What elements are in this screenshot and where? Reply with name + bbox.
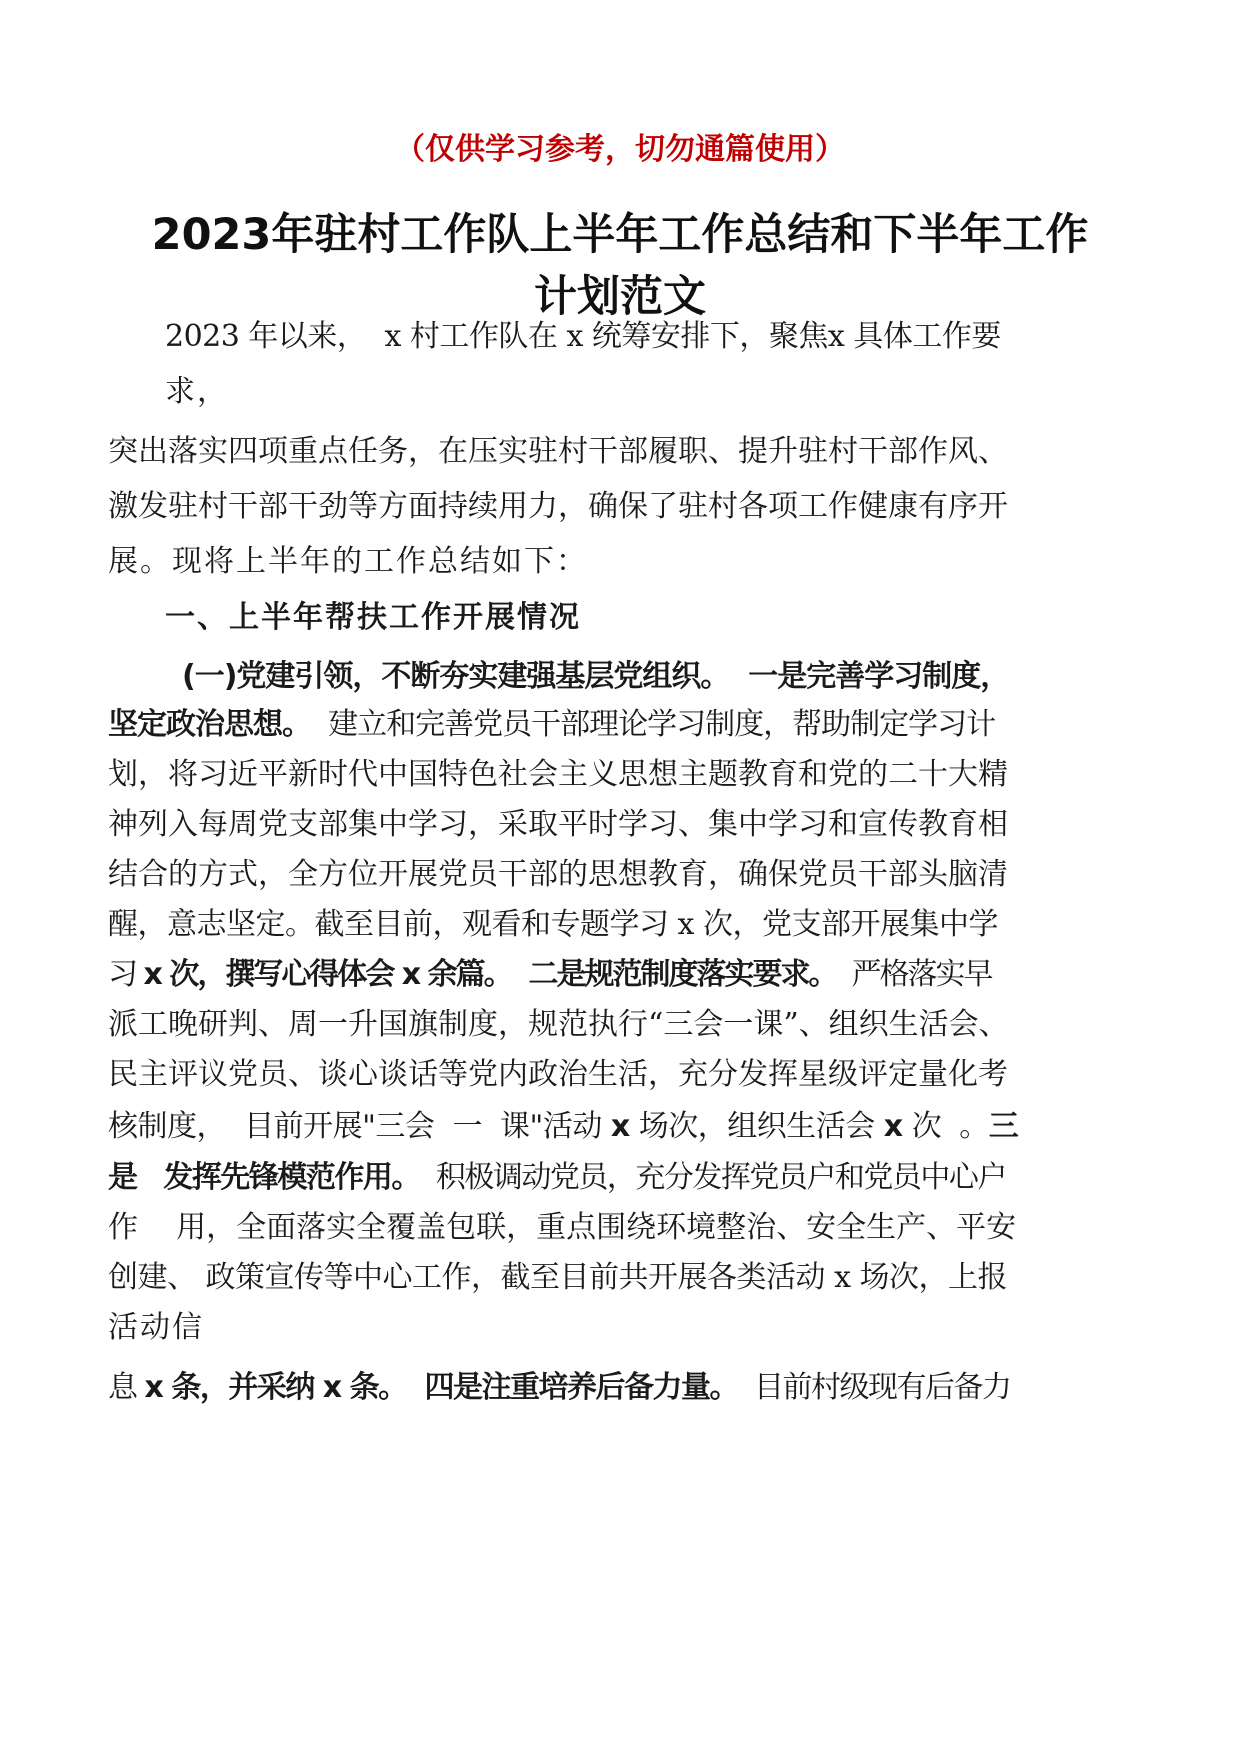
text-span: 神列入每周党支部集中学习，采取平时学习、集中学习和宣传教育相 xyxy=(108,807,1008,842)
text-span: 积极调动党员，充分发挥党员户和党员中心户 xyxy=(419,1160,1006,1195)
text-span: 派工晚研判、周一升国旗制度，规范执行“三会一课”、组织生活会、 xyxy=(108,1007,1009,1042)
bold-text-span: x xyxy=(610,1109,630,1144)
bold-text-span: (一)党建引领，不断夯实建强基层党组织。 一是完善学习制度， xyxy=(182,659,1010,694)
text-line xyxy=(108,542,588,582)
text-line xyxy=(165,598,581,638)
text-line xyxy=(108,1368,1011,1408)
text-span: 活动信 xyxy=(108,1310,204,1345)
bold-text-span: x 条，并采纳 x 条。 四是注重培养后备力量。 xyxy=(144,1370,738,1405)
text-line xyxy=(182,657,1009,697)
text-line xyxy=(108,1308,204,1348)
text-span: 2023 年以来， x 村工作队在 x 统筹安排下，聚焦x 具体工作要 xyxy=(165,319,1001,354)
text-span: 展。现将上半年的工作总结如下： xyxy=(108,544,588,579)
text-line xyxy=(108,1208,1016,1248)
text-line xyxy=(108,805,1008,845)
text-line xyxy=(108,755,1008,795)
text-line xyxy=(108,955,992,995)
text-span: 息 xyxy=(108,1370,145,1405)
text-line xyxy=(108,1005,1009,1045)
text-span: 目前村级现有后备力 xyxy=(737,1370,1011,1405)
text-span: 民主评议党员、谈心谈话等党内政治生活，充分发挥星级评定量化考 xyxy=(108,1057,1008,1092)
bold-text-span: 三 xyxy=(988,1109,1019,1144)
text-span: 突出落实四项重点任务，在压实驻村干部履职、提升驻村干部作风、 xyxy=(108,434,1008,469)
text-line xyxy=(165,317,1001,357)
text-line xyxy=(108,487,1008,527)
text-line xyxy=(165,372,229,412)
text-span: 习 xyxy=(108,957,144,992)
title-line-1: 2023年驻村工作队上半年工作总结和下半年工作 xyxy=(151,210,1089,260)
text-span: 次 。 xyxy=(902,1109,989,1144)
title-line-2: 计划范文 xyxy=(534,272,706,322)
bold-text-span: 坚定政治思想。 xyxy=(108,707,311,742)
bold-text-span: 一、上半年帮扶工作开展情况 xyxy=(165,600,581,635)
document-title xyxy=(90,204,1150,328)
text-span: 划，将习近平新时代中国特色社会主义思想主题教育和党的二十大精 xyxy=(108,757,1008,792)
text-span: 醒，意志坚定。截至目前，观看和专题学习 x 次，党支部开展集中学 xyxy=(108,907,998,942)
text-line xyxy=(108,1258,1007,1298)
text-line xyxy=(108,905,998,945)
disclaimer-notice: （仅供学习参考，切勿通篇使用） xyxy=(395,132,845,167)
text-span: 核制度， 目前开展"三会 一 课"活动 xyxy=(108,1109,611,1144)
text-span: 场次，组织生活会 xyxy=(629,1109,884,1144)
text-line xyxy=(108,432,1008,472)
text-span: 创建、 政策宣传等中心工作，截至目前共开展各类活动 x 场次，上报 xyxy=(108,1260,1008,1295)
text-span: 严格落实早 xyxy=(836,957,992,992)
text-span: 求， xyxy=(165,374,229,409)
text-line xyxy=(108,855,1008,895)
text-span: 激发驻村干部干劲等方面持续用力，确保了驻村各项工作健康有序开 xyxy=(108,489,1008,524)
text-line xyxy=(108,1055,1008,1095)
bold-text-span: x 次，撰写心得体会 x 余篇。 二是规范制度落实要求。 xyxy=(143,957,837,992)
text-line xyxy=(108,705,995,745)
text-span: 结合的方式，全方位开展党员干部的思想教育，确保党员干部头脑清 xyxy=(108,857,1008,892)
text-span: 作 用，全面落实全覆盖包联，重点围绕环境整治、安全生产、平安 xyxy=(108,1210,1017,1245)
text-span: 建立和完善党员干部理论学习制度，帮助制定学习计 xyxy=(311,707,996,742)
text-line xyxy=(108,1158,1006,1198)
text-line xyxy=(108,1107,1018,1147)
bold-text-span: x xyxy=(883,1109,903,1144)
bold-text-span: 是 发挥先锋模范作用。 xyxy=(108,1160,420,1195)
